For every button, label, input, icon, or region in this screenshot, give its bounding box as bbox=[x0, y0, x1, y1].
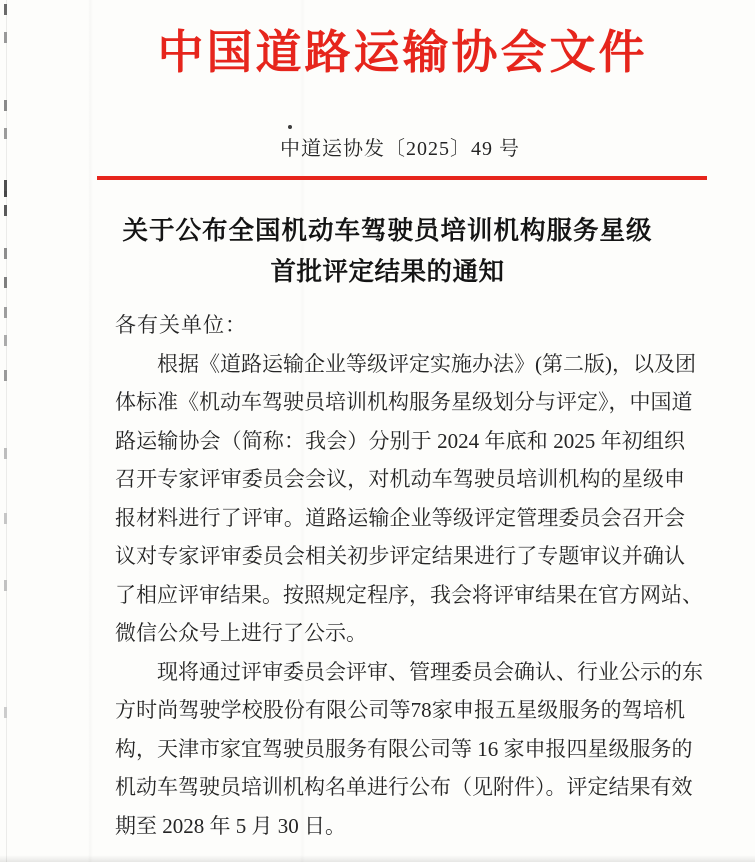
document-body bbox=[115, 306, 703, 845]
body-line: 体标准《机动车驾驶员培训机构服务星级划分与评定》，中国道 bbox=[115, 390, 693, 414]
body-line: 方时尚驾驶学校股份有限公司等78家申报五星级服务的驾培机 bbox=[115, 698, 685, 722]
salutation: 各有关单位： bbox=[115, 313, 247, 337]
body-line: 路运输协会（简称：我会）分别于 2024 年底和 2025 年初组织 bbox=[115, 428, 685, 453]
scan-edge-artifacts bbox=[4, 4, 7, 15]
scan-bottom-shadow bbox=[0, 855, 755, 862]
scan-edge-line bbox=[6, 0, 7, 862]
body-line: 机动车驾驶员培训机构名单进行公布（见附件）。评定结果有效 bbox=[115, 775, 693, 799]
body-line: 微信公众号上进行了公示。 bbox=[115, 621, 367, 645]
issuing-org-header: 中国道路运输协会文件 bbox=[157, 27, 648, 78]
body-line: 议对专家评审委员会相关初步评定结果进行了专题审议并确认 bbox=[115, 544, 685, 568]
document-title bbox=[0, 210, 755, 292]
body-line: 根据《道路运输企业等级评定实施办法》(第二版)，以及团 bbox=[157, 351, 696, 376]
document-number: 中道运协发〔2025〕49 号 bbox=[280, 138, 520, 160]
body-line: 报材料进行了评审。道路运输企业等级评定管理委员会召开会 bbox=[115, 505, 685, 530]
body-line: 构，天津市家宜驾驶员服务有限公司等 16 家申报四星级服务的 bbox=[115, 736, 693, 761]
header-divider-line bbox=[97, 176, 707, 180]
body-line: 了相应评审结果。按照规定程序，我会将评审结果在官方网站、 bbox=[115, 582, 703, 607]
body-line: 期至 2028 年 5 月 30 日。 bbox=[115, 813, 346, 838]
body-line: 召开专家评审委员会会议，对机动车驾驶员培训机构的星级申 bbox=[115, 467, 685, 491]
body-line: 现将通过评审委员会评审、管理委员会确认、行业公示的东 bbox=[157, 659, 703, 684]
document-title-line1: 关于公布全国机动车驾驶员培训机构服务星级 bbox=[122, 216, 653, 245]
scan-speck bbox=[288, 125, 292, 129]
document-title-line2: 首批评定结果的通知 bbox=[270, 257, 505, 286]
